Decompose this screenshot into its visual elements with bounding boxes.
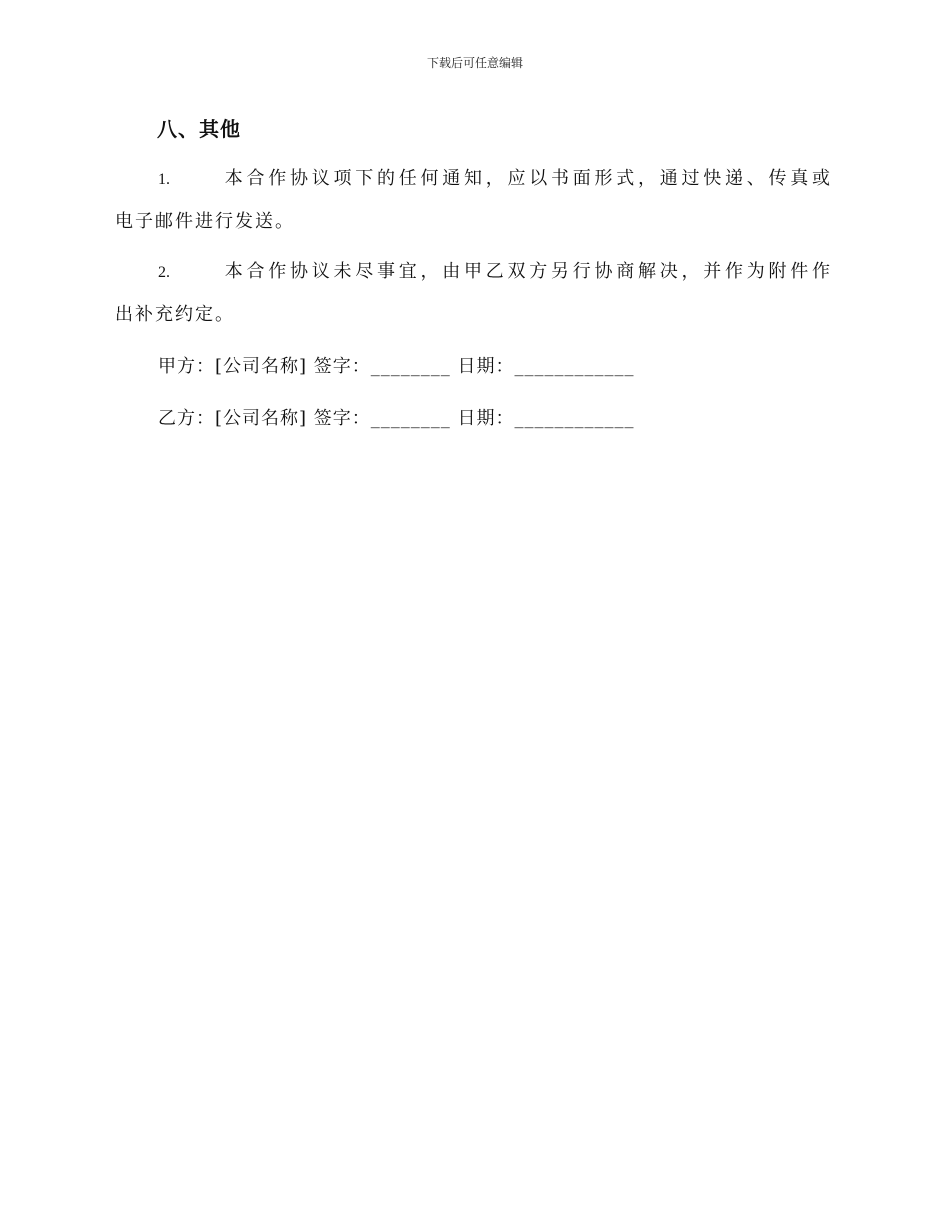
clause-2 — [115, 251, 832, 336]
clause-1-text-2: 电子邮件进行发送。 — [115, 211, 295, 232]
clause-2-line-1 — [115, 251, 832, 294]
page-header: 下载后可任意编辑 — [426, 56, 523, 70]
signature-line-party-a: 甲方：[公司名称] 签字：________ 日期：____________ — [158, 356, 635, 377]
clause-2-text-1: 本合作协议未尽事宜，由甲乙双方另行协商解决，并作为附件作 — [223, 261, 832, 282]
section-heading: 八、其他 — [157, 117, 241, 141]
clause-1-line-1 — [115, 158, 832, 201]
clause-1-number: 1. — [158, 171, 170, 188]
clause-2-text-2: 出补充约定。 — [115, 304, 235, 325]
signature-line-party-b: 乙方：[公司名称] 签字：________ 日期：____________ — [158, 408, 635, 429]
clause-1 — [115, 158, 832, 243]
clause-1-text-1: 本合作协议项下的任何通知，应以书面形式，通过快递、传真或 — [223, 168, 832, 189]
clause-2-number: 2. — [158, 264, 170, 281]
